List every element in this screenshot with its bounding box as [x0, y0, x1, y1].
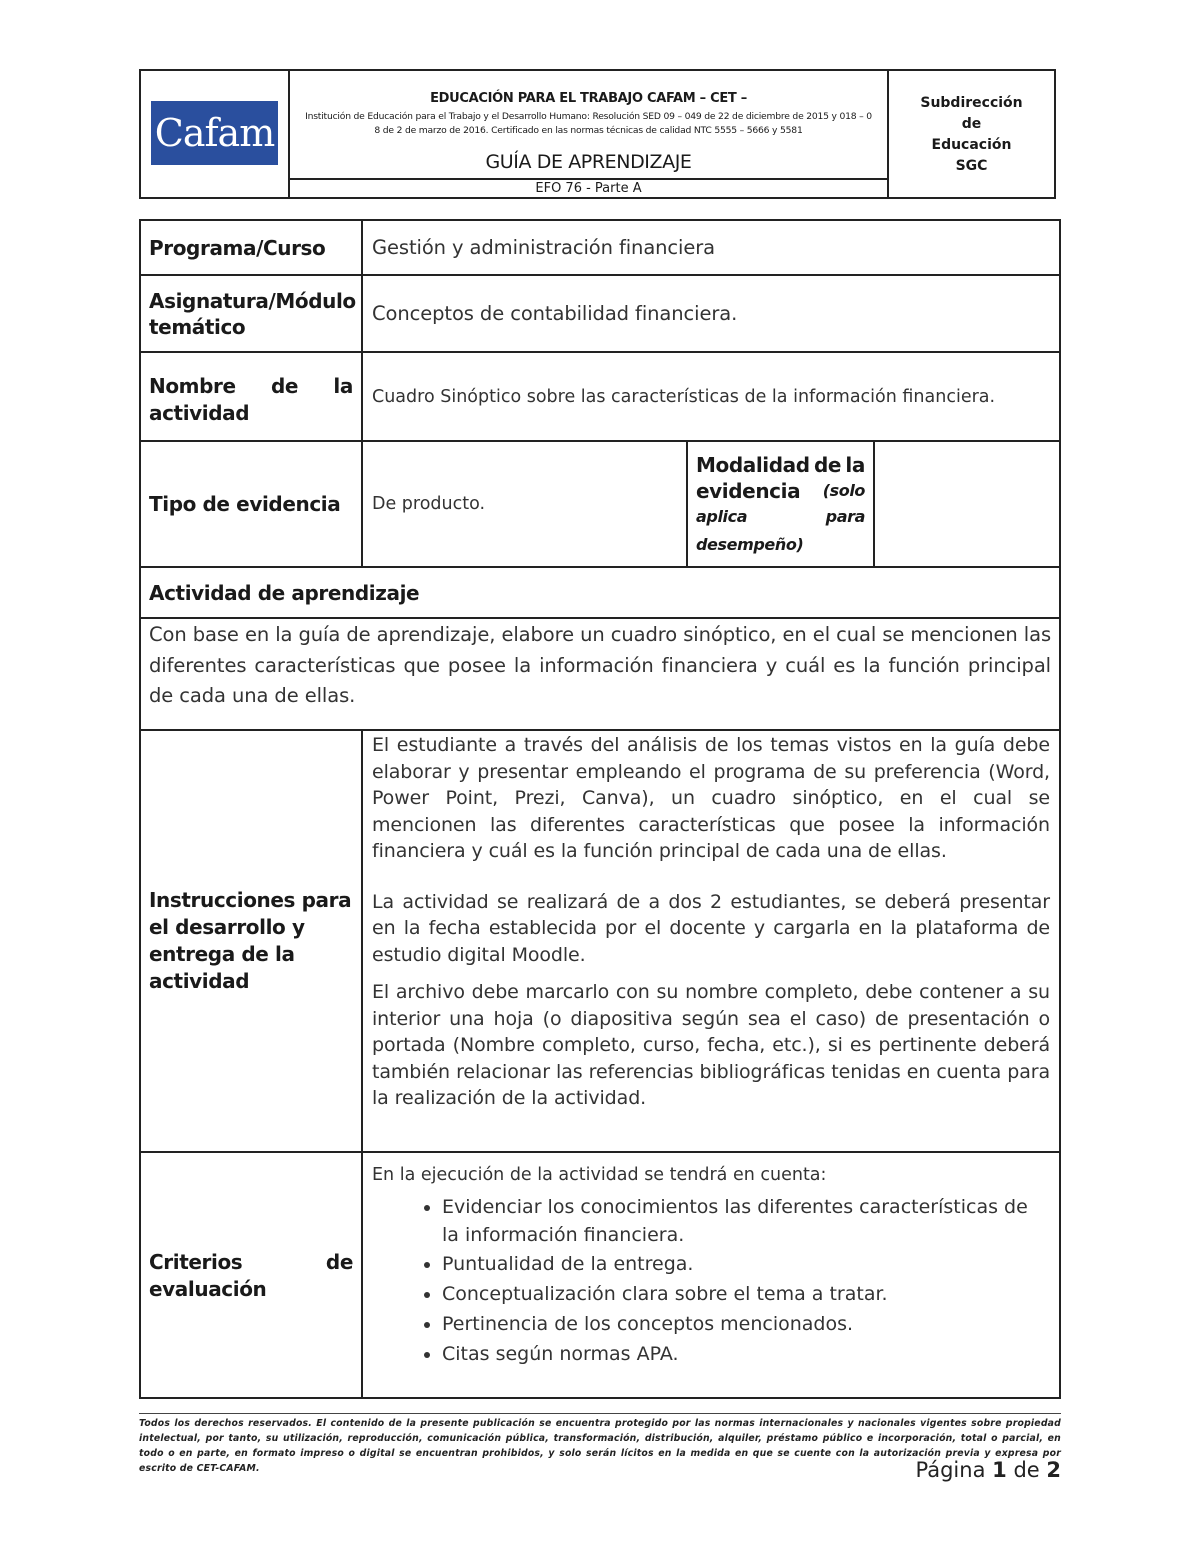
modalidad-note: para [825, 507, 865, 526]
page-word: Página [915, 1458, 986, 1482]
list-item: • Citas según normas APA. [442, 1339, 1050, 1369]
document-code: EFO 76 - Parte A [290, 178, 887, 199]
document-header [139, 69, 1056, 199]
row-actividad-header [141, 568, 1059, 619]
instrucciones-paragraph: El archivo debe marcarlo con su nombre completo, debe contener a su interior una hoja (o diapositiva según sea el caso) de presentación o portada (Nombre completo, curso, fecha, etc.), si es pertinente deberá también relacionar las referencias bibliográficas tenidas en cuenta para la realización de la actividad. [372, 981, 1050, 1109]
institution-title: EDUCACIÓN PARA EL TRABAJO CAFAM – CET – [430, 91, 747, 106]
activity-table [139, 219, 1061, 1399]
actividad-value: Con base en la guía de aprendizaje, elabore un cuadro sinóptico, en el cual se mencionen las diferentes características que posee la información financiera y cuál es la función principal de cada una de ellas. [149, 623, 1051, 707]
list-item: • Puntualidad de la entrega. [442, 1249, 1050, 1279]
row-asignatura [141, 276, 1059, 353]
instrucciones-paragraph: La actividad se realizará de a dos 2 estudiantes, se deberá presentar en la fecha establecida por el docente y cargarla en la plataforma de estudio digital Moodle. [372, 890, 1050, 966]
page-current: 1 [992, 1458, 1007, 1482]
programa-label: Programa/Curso [141, 221, 363, 274]
row-criterios [141, 1153, 1059, 1399]
asignatura-label: Asignatura/Módulo temático [141, 276, 363, 351]
row-instrucciones [141, 731, 1059, 1153]
cafam-logo: Cafam [151, 101, 278, 165]
list-item: • Pertinencia de los conceptos mencionados. [442, 1309, 1050, 1339]
institution-description: Institución de Educación para el Trabajo y el Desarrollo Humano: Resolución SED 09 – 049 de 22 de diciembre de 2015 y 018 – 0 8 de 2 de marzo de 2016. Certificado en las normas técnicas de calidad NTC 5555 – 5666 y 5581 [305, 111, 872, 136]
nombre-label-word: de [271, 374, 299, 398]
page-of: de [1013, 1458, 1040, 1482]
header-center [290, 71, 887, 197]
department-line: Subdirección [920, 95, 1023, 111]
list-item: • Evidenciar los conocimientos las diferentes características de la información financiera. [442, 1193, 1050, 1249]
modalidad-word: la [845, 453, 865, 477]
criterios-value [363, 1153, 1059, 1399]
instrucciones-value [363, 731, 1059, 1151]
header-department [887, 71, 1054, 197]
nombre-label-line2: actividad [149, 401, 250, 425]
row-programa [141, 221, 1059, 276]
nombre-label-word: la [333, 374, 353, 398]
page-total: 2 [1046, 1458, 1061, 1482]
footer-divider [139, 1413, 1061, 1414]
tipo-value: De producto. [372, 494, 486, 514]
row-actividad-body [141, 619, 1059, 731]
nombre-label [141, 353, 363, 440]
logo-cell [141, 71, 290, 197]
asignatura-value: Conceptos de contabilidad financiera. [372, 302, 738, 325]
instrucciones-label: Instrucciones para el desarrollo y entrega de la actividad [141, 731, 363, 1151]
modalidad-word: evidencia [696, 479, 801, 503]
criterios-label-word: Criterios [149, 1250, 243, 1274]
list-item: • Conceptualización clara sobre el tema a tratar. [442, 1279, 1050, 1309]
actividad-label: Actividad de aprendizaje [149, 580, 420, 605]
rights-notice: Todos los derechos reservados. El contenido de la presente publicación se encuentra protegido por las normas internacionales y nacionales vigentes sobre propiedad intelectual, por tanto, su utilización, reproducción, comunicación pública, transformación, distribución, alquiler, préstamo público e incorporación, total o parcial, en todo o en parte, en formato impreso o digital se encuentran prohibidos, y solo serán lícitos en la medida en que se cuente con la autorización previa y expresa por escrito de CET-CAFAM. [139, 1418, 1061, 1474]
department-line: SGC [955, 158, 988, 174]
programa-value: Gestión y administración financiera [372, 236, 716, 259]
nombre-value: Cuadro Sinóptico sobre las características de la información financiera. [372, 386, 996, 407]
modalidad-word: Modalidad [696, 453, 810, 477]
document-title: GUÍA DE APRENDIZAJE [485, 151, 692, 173]
criterios-label [141, 1153, 363, 1399]
modalidad-value [875, 442, 1059, 566]
row-tipo-evidencia [141, 442, 1059, 568]
row-nombre [141, 353, 1059, 442]
criterios-label-word: evaluación [149, 1277, 267, 1301]
page-number [916, 1458, 1062, 1482]
criterios-intro: En la ejecución de la actividad se tendrá en cuenta: [372, 1165, 827, 1185]
department-line: de [961, 116, 982, 132]
nombre-label-word: Nombre [149, 374, 236, 398]
modalidad-note: desempeño) [696, 535, 804, 554]
modalidad-label [686, 442, 875, 566]
criterios-list [372, 1193, 1050, 1369]
modalidad-note: aplica [696, 507, 748, 526]
tipo-label: Tipo de evidencia [141, 442, 363, 566]
instrucciones-paragraph: El estudiante a través del análisis de los temas vistos en la guía debe elaborar y presentar empleando el programa de su preferencia (Word, Power Point, Prezi, Canva), un cuadro sinóptico, en el cual se mencionen las diferentes características que posee la información financiera y cuál es la función principal de cada una de ellas. [372, 734, 1050, 862]
modalidad-word: de [814, 453, 842, 477]
criterios-label-word: de [325, 1250, 353, 1274]
modalidad-note: (solo [822, 481, 865, 500]
department-line: Educación [931, 137, 1012, 153]
